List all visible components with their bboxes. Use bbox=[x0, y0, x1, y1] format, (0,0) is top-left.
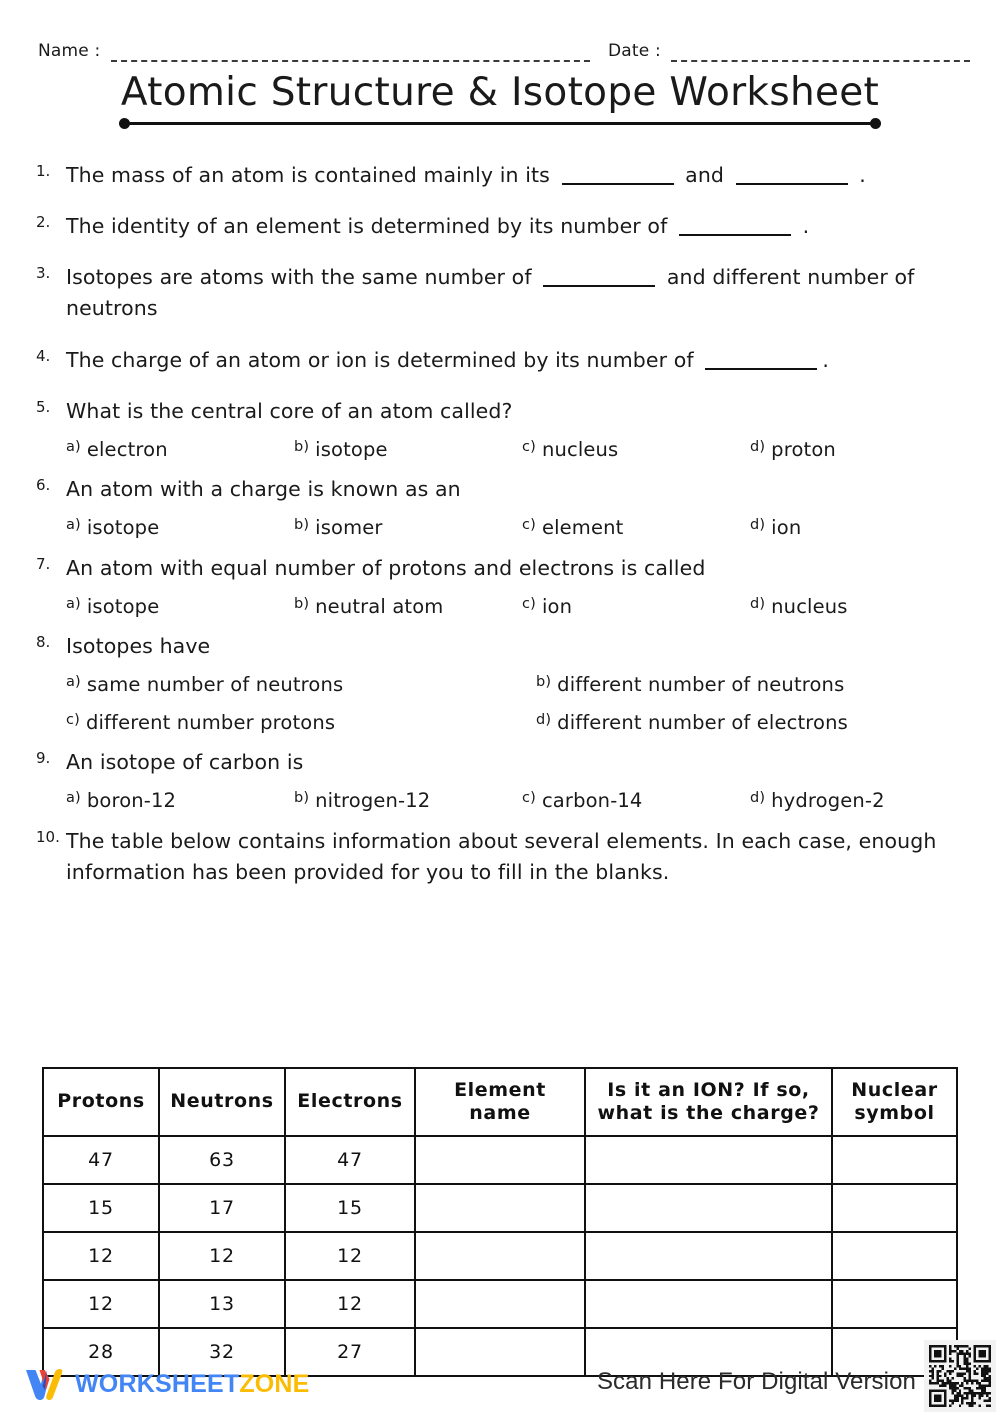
question-number: 2. bbox=[36, 213, 51, 232]
table-cell-value: 15 bbox=[285, 1184, 415, 1232]
question-spacer bbox=[36, 376, 966, 396]
table-header-line: Neutrons bbox=[170, 1090, 274, 1113]
table-cell-value: 28 bbox=[43, 1328, 159, 1376]
title-divider bbox=[119, 118, 881, 129]
option-letter: d) bbox=[536, 711, 552, 728]
option-d[interactable] bbox=[750, 594, 978, 619]
question-number: 8. bbox=[36, 633, 51, 652]
question-text-segment: The identity of an element is determined by its number of bbox=[66, 214, 674, 239]
question-5 bbox=[36, 396, 966, 463]
answer-blank[interactable] bbox=[705, 368, 817, 370]
divider-bar bbox=[124, 122, 876, 125]
table-cell-blank[interactable] bbox=[585, 1136, 832, 1184]
question-10 bbox=[36, 826, 966, 908]
table-header-line: Electrons bbox=[297, 1090, 403, 1113]
option-b[interactable] bbox=[294, 594, 522, 619]
option-letter: b) bbox=[294, 790, 310, 807]
option-label: nitrogen-12 bbox=[315, 789, 431, 813]
question-2 bbox=[36, 211, 966, 262]
table-cell-blank[interactable] bbox=[415, 1136, 585, 1184]
page-footer bbox=[0, 1340, 1000, 1416]
question-text: What is the central core of an atom called? bbox=[66, 398, 513, 423]
question-number: 9. bbox=[36, 749, 51, 768]
question-line bbox=[36, 826, 966, 888]
name-field-group bbox=[38, 43, 608, 62]
name-input-line[interactable] bbox=[111, 46, 591, 62]
option-row bbox=[36, 710, 966, 735]
question-line bbox=[36, 345, 966, 376]
question-line bbox=[36, 474, 966, 505]
table-row bbox=[43, 1232, 957, 1280]
option-c[interactable] bbox=[522, 515, 750, 540]
option-label: different number protons bbox=[85, 710, 336, 734]
question-text-segment: The mass of an atom is contained mainly in its bbox=[66, 163, 557, 187]
option-label: isotope bbox=[86, 594, 160, 618]
question-text bbox=[66, 262, 966, 324]
table-header-line: Protons bbox=[57, 1090, 145, 1113]
option-row bbox=[36, 788, 966, 813]
table-header-line: name bbox=[469, 1102, 531, 1124]
option-label: ion bbox=[541, 594, 573, 618]
table-head bbox=[43, 1068, 957, 1136]
option-letter: c) bbox=[522, 595, 536, 612]
option-b[interactable] bbox=[536, 672, 1000, 697]
option-label: nucleus bbox=[771, 594, 848, 618]
question-spacer bbox=[36, 242, 966, 262]
question-text-segment: . bbox=[852, 163, 866, 187]
table-cell-value: 47 bbox=[285, 1136, 415, 1184]
table-header-cell bbox=[585, 1068, 832, 1136]
table-cell-value: 12 bbox=[43, 1280, 159, 1328]
option-row bbox=[36, 594, 966, 619]
question-line bbox=[36, 553, 966, 584]
table-header-line: Element bbox=[454, 1078, 546, 1101]
option-a[interactable] bbox=[66, 594, 294, 619]
option-a[interactable] bbox=[66, 788, 294, 813]
table-header-line: Is it an ION? If so, bbox=[607, 1078, 810, 1101]
question-7 bbox=[36, 553, 966, 620]
table-cell-blank[interactable] bbox=[585, 1232, 832, 1280]
logo-text-zone: ZONE bbox=[239, 1369, 310, 1398]
question-line bbox=[36, 631, 966, 662]
option-b[interactable] bbox=[294, 437, 522, 462]
option-label: same number of neutrons bbox=[86, 673, 344, 697]
question-4 bbox=[36, 345, 966, 396]
question-number: 10. bbox=[36, 827, 60, 846]
question-text: An isotope of carbon is bbox=[66, 750, 304, 775]
table-cell-blank[interactable] bbox=[832, 1232, 957, 1280]
table-header-line: symbol bbox=[854, 1102, 935, 1124]
option-d[interactable] bbox=[750, 437, 978, 462]
option-letter: c) bbox=[66, 711, 80, 728]
logo-text-worksheet: WORKSHEET bbox=[75, 1369, 240, 1398]
option-a[interactable] bbox=[66, 515, 294, 540]
option-d[interactable] bbox=[536, 710, 1000, 735]
option-letter: a) bbox=[66, 790, 81, 807]
table-cell-value: 17 bbox=[159, 1184, 285, 1232]
table-header-row bbox=[43, 1068, 957, 1136]
option-letter: c) bbox=[522, 790, 536, 807]
date-input-line[interactable] bbox=[671, 46, 970, 62]
table-row bbox=[43, 1280, 957, 1328]
table-cell-blank[interactable] bbox=[832, 1184, 957, 1232]
table-cell-value: 12 bbox=[159, 1232, 285, 1280]
option-row bbox=[36, 437, 966, 462]
date-field-group bbox=[608, 43, 970, 62]
question-number: 5. bbox=[36, 397, 51, 416]
table-row bbox=[43, 1184, 957, 1232]
option-label: carbon-14 bbox=[541, 789, 643, 813]
option-letter: d) bbox=[750, 790, 766, 807]
logo-w-icon bbox=[22, 1366, 66, 1402]
question-1 bbox=[36, 160, 966, 211]
question-text bbox=[66, 211, 966, 242]
divider-dot-right bbox=[870, 118, 881, 129]
table-cell-value: 12 bbox=[285, 1280, 415, 1328]
answer-blank[interactable] bbox=[679, 234, 791, 236]
scan-instruction-text: Scan Here For Digital Version bbox=[596, 1368, 916, 1395]
table-cell-value: 13 bbox=[159, 1280, 285, 1328]
question-text-segment: The charge of an atom or ion is determined by its number of bbox=[66, 347, 701, 372]
table-cell-value: 12 bbox=[285, 1232, 415, 1280]
table-header-cell bbox=[832, 1068, 957, 1136]
option-letter: d) bbox=[750, 438, 766, 455]
question-number: 3. bbox=[36, 264, 51, 283]
option-label: boron-12 bbox=[86, 789, 177, 813]
question-line bbox=[36, 396, 966, 427]
option-letter: b) bbox=[294, 595, 310, 612]
option-letter: c) bbox=[522, 517, 536, 534]
table-cell-blank[interactable] bbox=[415, 1280, 585, 1328]
question-3 bbox=[36, 262, 966, 344]
table-row bbox=[43, 1136, 957, 1184]
option-label: electron bbox=[86, 437, 168, 461]
question-text bbox=[66, 345, 966, 376]
option-row bbox=[36, 515, 966, 540]
option-letter: a) bbox=[66, 595, 81, 612]
question-spacer bbox=[36, 191, 966, 211]
question-line bbox=[36, 211, 966, 242]
option-label: ion bbox=[771, 516, 802, 540]
option-letter: b) bbox=[294, 438, 310, 455]
qr-code[interactable] bbox=[924, 1340, 996, 1412]
elements-table-wrapper bbox=[42, 1067, 956, 1377]
table-header-line: Nuclear bbox=[851, 1078, 938, 1101]
worksheetzone-logo[interactable] bbox=[22, 1366, 310, 1402]
table-cell-blank[interactable] bbox=[585, 1184, 832, 1232]
table-cell-value: 12 bbox=[43, 1232, 159, 1280]
questions-list bbox=[36, 160, 966, 908]
table-header-cell bbox=[159, 1068, 285, 1136]
question-text-segment: and bbox=[678, 163, 731, 187]
table-cell-blank[interactable] bbox=[415, 1232, 585, 1280]
date-label: Date : bbox=[608, 41, 661, 61]
option-letter: a) bbox=[66, 438, 81, 455]
question-6 bbox=[36, 474, 966, 541]
option-a[interactable] bbox=[66, 437, 294, 462]
option-letter: c) bbox=[522, 438, 536, 455]
question-text bbox=[66, 160, 966, 191]
option-d[interactable] bbox=[750, 788, 978, 813]
question-8 bbox=[36, 631, 966, 735]
question-text-segment: . bbox=[796, 214, 810, 239]
option-label: isotope bbox=[315, 437, 388, 461]
option-b[interactable] bbox=[294, 515, 522, 540]
table-cell-blank[interactable] bbox=[832, 1136, 957, 1184]
option-letter: b) bbox=[536, 674, 552, 691]
question-number: 7. bbox=[36, 554, 51, 573]
option-d[interactable] bbox=[750, 515, 978, 540]
question-text-segment: Isotopes are atoms with the same number of bbox=[66, 265, 539, 290]
option-label: different number of neutrons bbox=[557, 673, 845, 697]
question-number: 6. bbox=[36, 476, 51, 495]
table-cell-value: 47 bbox=[43, 1136, 159, 1184]
table-cell-blank[interactable] bbox=[415, 1184, 585, 1232]
question-spacer bbox=[36, 888, 966, 908]
option-b[interactable] bbox=[294, 788, 522, 813]
table-header-line: what is the charge? bbox=[597, 1102, 820, 1124]
option-letter: a) bbox=[66, 674, 81, 691]
option-label: neutral atom bbox=[315, 594, 444, 618]
option-label: hydrogen-2 bbox=[771, 789, 885, 813]
answer-blank[interactable] bbox=[736, 183, 848, 185]
question-text: The table below contains information about several elements. In each case, enough information has been provided for you to fill in the blanks. bbox=[66, 828, 937, 884]
option-letter: d) bbox=[750, 595, 766, 612]
question-text-segment: and different number of neutrons bbox=[66, 265, 915, 321]
option-label: isomer bbox=[315, 516, 383, 540]
option-letter: b) bbox=[294, 517, 310, 534]
name-label: Name : bbox=[38, 41, 101, 61]
table-header-cell bbox=[43, 1068, 159, 1136]
question-number: 1. bbox=[36, 162, 51, 180]
option-c[interactable] bbox=[522, 788, 750, 813]
option-label: proton bbox=[771, 437, 836, 461]
option-letter: a) bbox=[66, 517, 81, 534]
option-row bbox=[36, 672, 966, 697]
question-number: 4. bbox=[36, 346, 51, 365]
question-text: An atom with equal number of protons and electrons is called bbox=[66, 555, 706, 580]
page-title: Atomic Structure & Isotope Worksheet bbox=[120, 70, 880, 115]
table-header-cell bbox=[285, 1068, 415, 1136]
question-9 bbox=[36, 747, 966, 814]
table-cell-blank[interactable] bbox=[832, 1280, 957, 1328]
table-header-cell bbox=[415, 1068, 585, 1136]
answer-blank[interactable] bbox=[543, 285, 655, 287]
question-text: Isotopes have bbox=[66, 634, 211, 659]
question-spacer bbox=[36, 325, 966, 345]
name-date-row bbox=[38, 34, 970, 62]
option-label: isotope bbox=[86, 516, 160, 540]
table-cell-value: 32 bbox=[159, 1328, 285, 1376]
question-line bbox=[36, 747, 966, 778]
question-line bbox=[36, 262, 966, 324]
option-c[interactable] bbox=[522, 437, 750, 462]
table-cell-blank[interactable] bbox=[585, 1280, 832, 1328]
option-letter: d) bbox=[750, 517, 766, 534]
question-text-segment: . bbox=[822, 347, 829, 372]
option-c[interactable] bbox=[522, 594, 750, 619]
option-a[interactable] bbox=[66, 672, 536, 697]
logo-wordmark bbox=[75, 1369, 310, 1398]
option-c[interactable] bbox=[66, 710, 536, 735]
table-cell-value: 15 bbox=[43, 1184, 159, 1232]
option-label: nucleus bbox=[541, 437, 619, 461]
table-cell-value: 27 bbox=[285, 1328, 415, 1376]
table-cell-value: 63 bbox=[159, 1136, 285, 1184]
elements-table bbox=[42, 1067, 958, 1377]
option-label: different number of electrons bbox=[557, 710, 848, 734]
question-text: An atom with a charge is known as an bbox=[66, 477, 461, 502]
answer-blank[interactable] bbox=[562, 183, 674, 185]
option-label: element bbox=[541, 516, 624, 540]
question-line bbox=[36, 160, 966, 191]
